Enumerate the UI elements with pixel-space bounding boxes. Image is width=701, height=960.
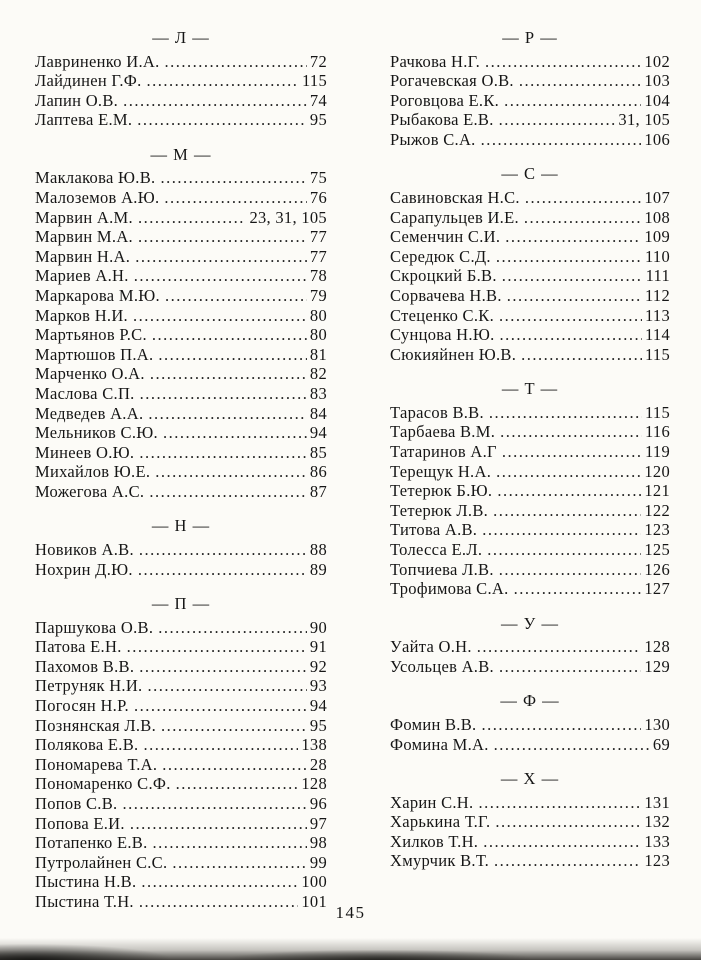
- entry-name: Сорвачева Н.В.: [390, 285, 502, 305]
- index-entry: [390, 208, 670, 228]
- entry-page: 96: [309, 794, 327, 813]
- index-entry: [390, 637, 670, 657]
- entry-name: Середюк С.Д.: [390, 246, 491, 266]
- entry-page: 86: [309, 462, 327, 482]
- entry-name: Мариев А.Н.: [35, 266, 129, 286]
- index-entry: [35, 423, 327, 443]
- entry-name: Мартюшов П.А.: [35, 344, 154, 364]
- section-heading: — С —: [501, 164, 559, 184]
- dot-leader: [487, 540, 641, 560]
- entry-name: Усольцев А.В.: [390, 656, 494, 676]
- index-entry: [35, 443, 327, 463]
- entry-name: Марвин А.М.: [35, 207, 133, 227]
- entry-page: 101: [301, 891, 327, 911]
- index-entry: [390, 832, 670, 852]
- index-entry: [35, 384, 327, 404]
- entry-page: 110: [644, 246, 670, 266]
- section-heading: — У —: [501, 613, 559, 633]
- entry-name: Медведев А.А.: [35, 403, 144, 423]
- entry-name: Харькина Т.Г.: [390, 812, 491, 832]
- entry-name: Минеев О.Ю.: [35, 442, 135, 462]
- index-entry: [390, 71, 670, 91]
- dot-leader: [478, 793, 641, 813]
- entry-page: 76: [309, 187, 327, 207]
- entry-page: 87: [309, 481, 327, 501]
- entry-page: 72: [309, 51, 327, 71]
- dot-leader: [138, 560, 307, 580]
- entry-page: 109: [644, 227, 670, 247]
- index-entry: [35, 833, 327, 853]
- index-entry: [390, 793, 670, 813]
- dot-leader: [147, 71, 299, 91]
- entry-name: Роговцова Е.К.: [390, 90, 500, 110]
- dot-leader: [165, 286, 307, 306]
- entry-page: 129: [644, 656, 670, 676]
- index-entry: [35, 286, 327, 306]
- index-entry: [35, 657, 327, 677]
- entry-name: Маклакова Ю.В.: [35, 168, 156, 188]
- entry-name: Мартьянов Р.С.: [35, 325, 147, 345]
- entry-page: 114: [644, 325, 670, 345]
- dot-leader: [172, 853, 306, 873]
- entry-name: Маслова С.П.: [35, 383, 135, 403]
- dot-leader: [139, 443, 307, 463]
- entry-name: Семенчин С.И.: [390, 227, 501, 247]
- dot-leader: [493, 501, 641, 521]
- dot-leader: [500, 325, 642, 345]
- entry-page: 107: [644, 187, 670, 207]
- index-entry: [390, 560, 670, 580]
- index-entry: [390, 715, 670, 735]
- entry-page: 127: [644, 579, 670, 599]
- index-entry: [35, 735, 327, 755]
- entry-page: 132: [644, 812, 670, 832]
- dot-leader: [500, 422, 642, 442]
- entry-name: Хилков Т.Н.: [390, 831, 479, 851]
- index-entry: [390, 812, 670, 832]
- entry-page: 83: [309, 383, 327, 403]
- index-entry: [390, 501, 670, 521]
- entry-name: Пыстина Н.В.: [35, 872, 137, 892]
- entry-page: 100: [301, 872, 327, 892]
- index-entry: [35, 110, 327, 130]
- entry-name: Толесса Е.Л.: [390, 539, 483, 559]
- index-entry: [35, 325, 327, 345]
- dot-leader: [507, 286, 642, 306]
- entry-page: 138: [301, 735, 327, 755]
- dot-leader: [524, 208, 641, 228]
- entry-name: Татаринов А.Г: [390, 442, 497, 461]
- section-heading: — Р —: [502, 28, 558, 47]
- entry-name: Попов С.В.: [35, 794, 118, 813]
- entry-page: 115: [644, 402, 670, 422]
- dot-leader: [499, 657, 641, 677]
- entry-name: Паршукова О.В.: [35, 617, 154, 637]
- entry-name: Михайлов Ю.Е.: [35, 462, 151, 482]
- dot-leader: [141, 872, 298, 892]
- section-heading: — М —: [150, 144, 212, 164]
- dot-leader: [130, 814, 307, 834]
- index-entry: [390, 130, 670, 150]
- index-entry: [390, 325, 670, 345]
- entry-page: 113: [644, 305, 670, 325]
- dot-leader: [138, 208, 246, 228]
- entry-name: Рыжов С.А.: [390, 129, 476, 149]
- entry-page: 133: [644, 831, 670, 851]
- index-entry: [35, 188, 327, 208]
- entry-page: 98: [309, 833, 327, 853]
- index-entry: [35, 227, 327, 247]
- entry-page: 28: [309, 754, 327, 774]
- dot-leader: [489, 403, 642, 423]
- dot-leader: [165, 52, 307, 72]
- dot-leader: [502, 442, 642, 462]
- index-entry: [35, 540, 327, 560]
- dot-leader: [158, 345, 306, 365]
- entry-name: Малоземов А.Ю.: [35, 187, 160, 207]
- dot-leader: [505, 227, 641, 247]
- index-entry: [35, 71, 327, 91]
- dot-leader: [497, 481, 641, 501]
- index-entry: [390, 52, 670, 72]
- entry-name: Лаптева Е.М.: [35, 110, 133, 130]
- entry-page: 75: [309, 168, 327, 188]
- dot-leader: [161, 716, 307, 736]
- dot-leader: [133, 306, 307, 326]
- entry-name: Сунцова Н.Ю.: [390, 325, 495, 345]
- dot-leader: [499, 560, 642, 580]
- dot-leader: [496, 247, 642, 267]
- index-entry: [35, 696, 327, 716]
- index-entry: [390, 520, 670, 540]
- entry-page: 121: [644, 481, 670, 501]
- index-entry: [35, 560, 327, 580]
- entry-name: Маркарова М.Ю.: [35, 285, 160, 305]
- entry-page: 131: [644, 792, 670, 812]
- dot-leader: [158, 618, 307, 638]
- entry-name: Тарасов В.В.: [390, 402, 484, 422]
- dot-leader: [127, 637, 307, 657]
- index-entry: [390, 403, 670, 423]
- entry-page: 99: [309, 852, 327, 872]
- entry-page: 123: [644, 851, 670, 871]
- dot-leader: [496, 462, 641, 482]
- entry-name: Тарбаева В.М.: [390, 422, 496, 442]
- index-entry: [35, 404, 327, 424]
- index-entry: [390, 579, 670, 599]
- entry-page: 74: [309, 90, 327, 110]
- entry-name: Савиновская Н.С.: [390, 187, 520, 207]
- entry-page: 128: [301, 774, 327, 794]
- dot-leader: [163, 423, 307, 443]
- dot-leader: [521, 345, 642, 365]
- section-heading: — Т —: [501, 379, 559, 399]
- entry-page: 93: [309, 676, 327, 696]
- entry-page: 80: [309, 305, 327, 325]
- index-entry: [35, 676, 327, 696]
- dot-leader: [519, 71, 641, 91]
- entry-page: 130: [644, 714, 670, 734]
- entry-name: Топчиева Л.В.: [390, 559, 494, 579]
- section-heading: — П —: [151, 594, 211, 614]
- dot-leader: [481, 715, 641, 735]
- index-entry: [35, 618, 327, 638]
- index-entry: [35, 774, 327, 794]
- index-entry: [35, 462, 327, 482]
- entry-name: Марков Н.И.: [35, 305, 128, 325]
- entry-page: 88: [309, 539, 327, 559]
- dot-leader: [138, 227, 307, 247]
- entry-page: 77: [309, 246, 327, 266]
- entry-page: 91: [309, 637, 327, 657]
- entry-page: 116: [644, 422, 670, 442]
- entry-page: 94: [309, 696, 327, 716]
- dot-leader: [140, 384, 307, 404]
- index-entry: [35, 247, 327, 267]
- entry-name: Лавриненко И.А.: [35, 51, 160, 71]
- page-number: 145: [335, 903, 366, 922]
- index-entry: [390, 286, 670, 306]
- dot-leader: [499, 110, 616, 130]
- index-entry: [35, 364, 327, 384]
- entry-page: 89: [309, 559, 327, 579]
- dot-leader: [139, 657, 307, 677]
- entry-name: Титова А.В.: [390, 520, 478, 540]
- entry-name: Фомин В.В.: [390, 714, 477, 734]
- dot-leader: [494, 735, 650, 755]
- entry-page: 115: [644, 344, 670, 364]
- dot-leader: [135, 247, 307, 267]
- entry-page: 95: [309, 715, 327, 735]
- dot-leader: [481, 130, 642, 150]
- dot-leader: [147, 676, 306, 696]
- entry-name: Пономарева Т.А.: [35, 754, 158, 774]
- entry-name: Патова Е.Н.: [35, 637, 122, 657]
- dot-leader: [482, 520, 641, 540]
- dot-leader: [148, 404, 307, 424]
- entry-page: 102: [644, 51, 670, 71]
- entry-page: 122: [644, 500, 670, 520]
- index-entry: [390, 345, 670, 365]
- index-entry: [35, 345, 327, 365]
- entry-name: Рачкова Н.Г.: [390, 51, 481, 71]
- dot-leader: [122, 794, 306, 814]
- entry-page: 82: [309, 364, 327, 384]
- entry-name: Новиков А.В.: [35, 539, 134, 559]
- index-entry: [35, 266, 327, 286]
- entry-name: Путролайнен С.С.: [35, 852, 168, 872]
- scan-edge-shadow: [0, 938, 701, 960]
- entry-name: Лапин О.В.: [35, 90, 119, 110]
- index-entry: [390, 188, 670, 208]
- entry-page: 103: [644, 71, 670, 91]
- entry-name: Лайдинен Г.Ф.: [35, 71, 142, 91]
- dot-leader: [477, 637, 642, 657]
- entry-page: 79: [309, 285, 327, 305]
- entry-name: Уайта О.Н.: [390, 637, 472, 657]
- index-entry: [35, 853, 327, 873]
- index-entry: [35, 637, 327, 657]
- index-entry: [35, 306, 327, 326]
- dot-leader: [162, 755, 307, 775]
- entry-page: 69: [652, 734, 670, 754]
- entry-page: 94: [309, 423, 327, 443]
- index-entry: [390, 227, 670, 247]
- index-entry: [390, 110, 670, 130]
- index-entry: [390, 266, 670, 286]
- dot-leader: [152, 325, 307, 345]
- entry-page: 80: [309, 325, 327, 345]
- dot-leader: [150, 364, 307, 384]
- entry-name: Познянская Л.В.: [35, 715, 157, 735]
- dot-leader: [134, 266, 307, 286]
- entry-name: Нохрин Д.Ю.: [35, 559, 133, 579]
- entry-name: Рыбакова Е.В.: [390, 110, 494, 130]
- entry-name: Рогачевская О.В.: [390, 71, 514, 91]
- index-entry: [35, 872, 327, 892]
- index-entry: [390, 91, 670, 111]
- entry-name: Марченко О.А.: [35, 364, 145, 384]
- entry-page: 78: [309, 266, 327, 286]
- entry-name: Сарапульцев И.Е.: [390, 207, 519, 227]
- index-entry: [35, 168, 327, 188]
- entry-page: 84: [309, 403, 327, 423]
- entry-name: Фомина М.А.: [390, 734, 489, 754]
- entry-name: Погосян Н.Р.: [35, 696, 129, 716]
- dot-leader: [525, 188, 642, 208]
- dot-leader: [123, 91, 307, 111]
- dot-leader: [514, 579, 642, 599]
- index-entry: [390, 462, 670, 482]
- dot-leader: [483, 832, 641, 852]
- index-entry: [390, 306, 670, 326]
- dot-leader: [143, 735, 298, 755]
- entry-name: Попова Е.И.: [35, 813, 125, 833]
- entry-name: Пахомов В.В.: [35, 656, 135, 676]
- index-entry: [35, 794, 327, 814]
- entry-page: 125: [644, 539, 670, 559]
- entry-name: Полякова Е.В.: [35, 735, 139, 755]
- index-entry: [390, 851, 670, 871]
- index-entry: [35, 755, 327, 775]
- entry-name: Петруняк Н.И.: [35, 676, 143, 696]
- entry-name: Пыстина Т.Н.: [35, 891, 134, 911]
- index-entry: [35, 208, 327, 228]
- entry-page: 128: [644, 637, 670, 657]
- entry-page: 92: [309, 656, 327, 676]
- index-entry: [35, 814, 327, 834]
- dot-leader: [139, 540, 307, 560]
- index-column-right: [390, 28, 670, 871]
- entry-page: 123: [644, 520, 670, 540]
- index-entry: [35, 91, 327, 111]
- entry-page: 108: [644, 207, 670, 227]
- dot-leader: [494, 851, 641, 871]
- entry-page: 115: [301, 71, 327, 91]
- entry-name: Терещук Н.А.: [390, 461, 492, 481]
- entry-page: 81: [309, 344, 327, 364]
- entry-name: Тетерюк Б.Ю.: [390, 481, 493, 501]
- entry-page: 85: [309, 442, 327, 462]
- entry-name: Хмурчик В.Т.: [390, 851, 489, 871]
- dot-leader: [176, 774, 299, 794]
- entry-page: 104: [644, 90, 670, 110]
- section-heading: — Н —: [151, 516, 211, 536]
- section-heading: — Х —: [500, 769, 560, 789]
- dot-leader: [164, 188, 306, 208]
- index-entry: [35, 716, 327, 736]
- dot-leader: [155, 462, 307, 482]
- entry-name: Можегова А.С.: [35, 481, 145, 501]
- index-entry: [35, 482, 327, 502]
- dot-leader: [134, 696, 307, 716]
- entry-name: Харин С.Н.: [390, 792, 474, 812]
- index-entry: [390, 481, 670, 501]
- entry-name: Трофимова С.А.: [390, 579, 509, 599]
- index-entry: [390, 422, 670, 442]
- dot-leader: [502, 266, 643, 286]
- dot-leader: [495, 812, 641, 832]
- index-entry: [390, 657, 670, 677]
- entry-name: Стеценко С.К.: [390, 305, 495, 325]
- entry-page: 31, 105: [618, 110, 670, 130]
- entry-name: Мельников С.Ю.: [35, 423, 158, 443]
- index-entry: [390, 442, 670, 462]
- entry-name: Сюкияйнен Ю.В.: [390, 344, 517, 364]
- entry-page: 112: [644, 285, 670, 305]
- entry-name: Потапенко Е.В.: [35, 833, 148, 853]
- dot-leader: [153, 833, 307, 853]
- entry-name: Тетерюк Л.В.: [390, 500, 489, 520]
- entry-name: Пономаренко С.Ф.: [35, 774, 171, 794]
- entry-name: Скроцкий Б.В.: [390, 266, 497, 286]
- dot-leader: [149, 482, 307, 502]
- index-entry: [390, 247, 670, 267]
- entry-page: 120: [644, 461, 670, 481]
- dot-leader: [499, 306, 642, 326]
- dot-leader: [137, 110, 307, 130]
- entry-name: Марвин М.А.: [35, 227, 133, 247]
- entry-page: 23, 31, 105: [249, 207, 327, 227]
- entry-page: 97: [309, 813, 327, 833]
- entry-name: Марвин Н.А.: [35, 246, 131, 266]
- index-column-left: [35, 28, 327, 912]
- entry-page: 95: [309, 110, 327, 130]
- entry-page: 90: [309, 617, 327, 637]
- section-heading: — Ф —: [500, 691, 560, 711]
- section-heading: — Л —: [152, 28, 210, 47]
- entry-page: 77: [309, 227, 327, 247]
- dot-leader: [504, 91, 641, 111]
- dot-leader: [160, 168, 306, 188]
- entry-page: 106: [644, 129, 670, 149]
- index-entry: [390, 735, 670, 755]
- dot-leader: [485, 52, 641, 72]
- index-entry: [390, 540, 670, 560]
- entry-page: 111: [645, 266, 670, 286]
- index-entry: [35, 52, 327, 72]
- entry-page: 119: [644, 442, 670, 461]
- entry-page: 126: [644, 559, 670, 579]
